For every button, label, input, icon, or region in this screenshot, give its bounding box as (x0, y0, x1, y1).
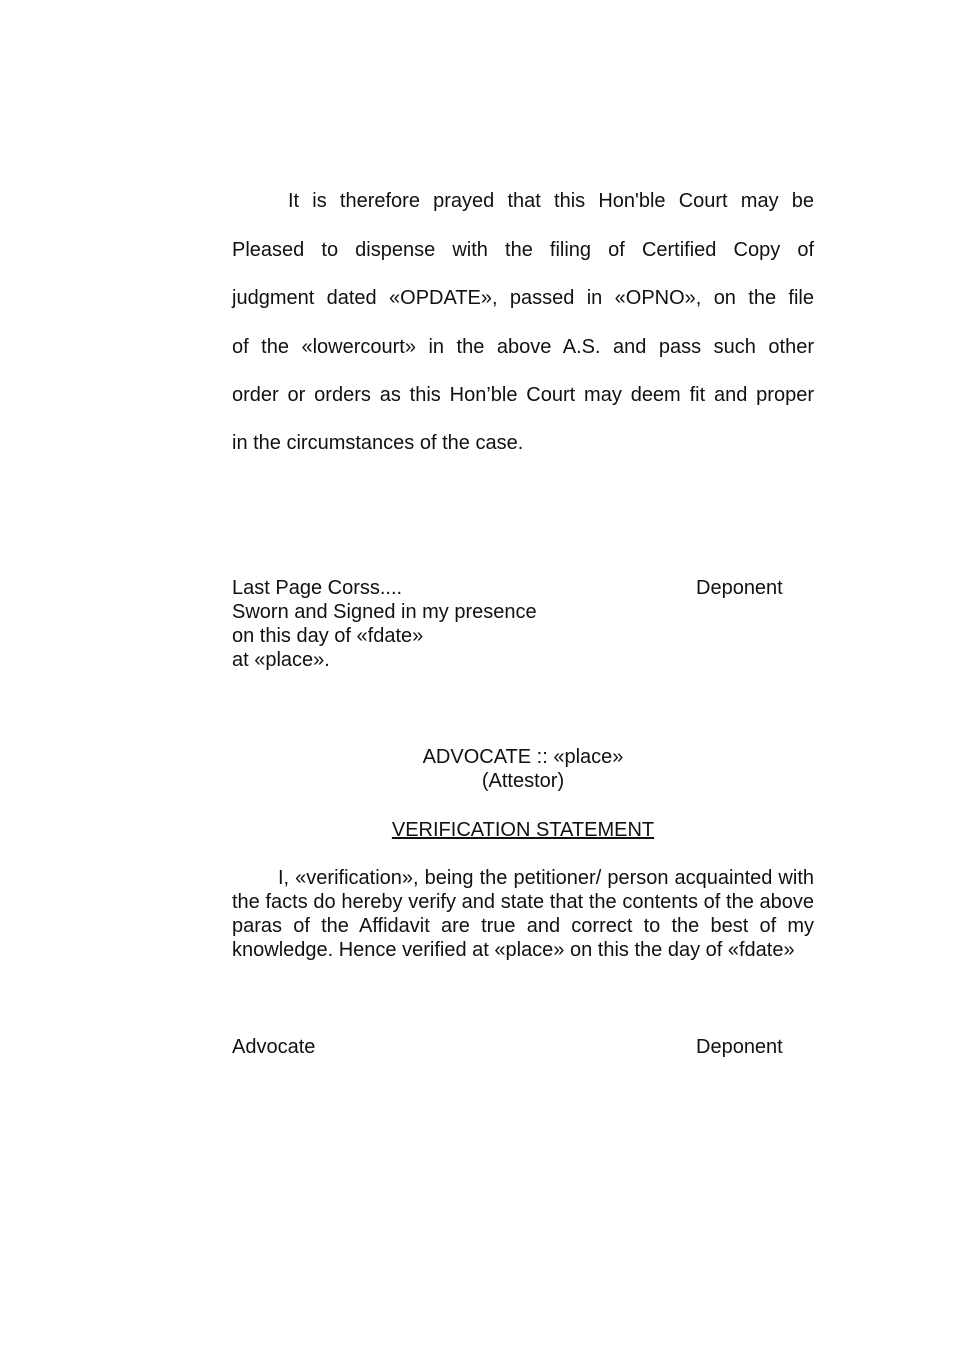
prayer-line: judgment dated «OPDATE», passed in «OPNO», on the file (232, 287, 814, 309)
deponent-label: Deponent (696, 577, 783, 599)
prayer-line: in the circumstances of the case. (232, 432, 524, 454)
prayer-line: of the «lowercourt» in the above A.S. and pass such other (232, 336, 814, 358)
deponent-signature-label: Deponent (696, 1036, 783, 1058)
verification-body: I, «verification», being the petitioner/ person acquainted with the facts do hereby verify and state that the contents of the above paras of the Affidavit are true and correct to the best of my knowledge. Hence verified at «place» on this the day of «fdate» (232, 867, 814, 961)
advocate-signature-label: Advocate (232, 1036, 316, 1058)
prayer-line: It is therefore prayed that this Hon'ble Court may be (288, 190, 814, 212)
prayer-line: Pleased to dispense with the filing of Certified Copy of (232, 239, 814, 261)
advocate-place-line: ADVOCATE :: «place» (422, 746, 624, 768)
attestation-line: Last Page Corss.... (232, 577, 403, 599)
attestation-line: Sworn and Signed in my presence (232, 601, 537, 623)
verification-heading: VERIFICATION STATEMENT (391, 819, 655, 841)
prayer-line: order or orders as this Hon’ble Court may deem fit and proper (232, 384, 814, 406)
attestation-line: at «place». (232, 649, 330, 671)
attestor-label: (Attestor) (481, 770, 565, 792)
attestation-line: on this day of «fdate» (232, 625, 424, 647)
